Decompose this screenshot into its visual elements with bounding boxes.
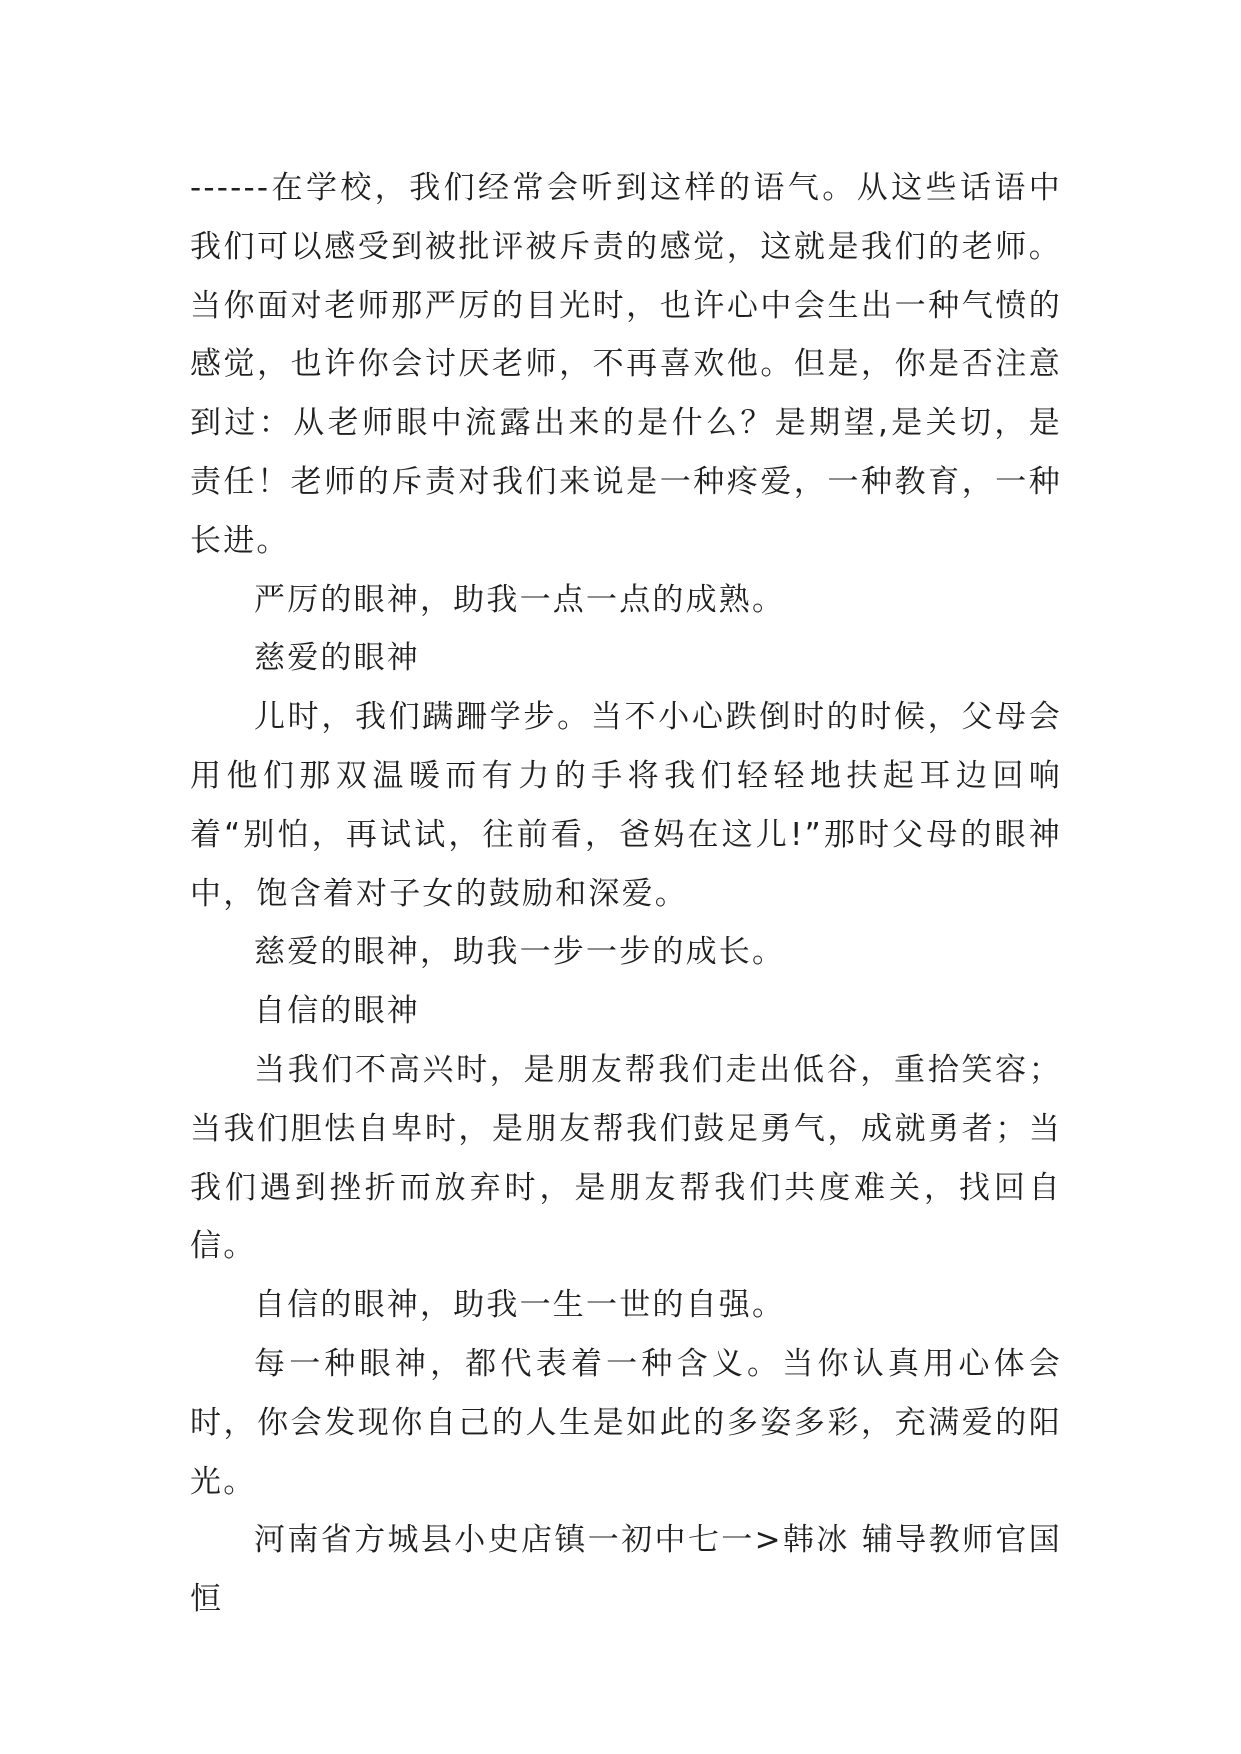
document-body xyxy=(190,159,1062,1629)
paragraph-confident-gaze-conclusion: 自信的眼神，助我一生一世的自强。 xyxy=(254,1287,786,1324)
paragraph-loving-gaze-conclusion: 慈爱的眼神，助我一步一步的成长。 xyxy=(254,934,786,971)
paragraph-friends: 当我们不高兴时，是朋友帮我们走出低谷，重拾笑容；当我们胆怯自卑时，是朋友帮我们鼓足勇气，成就勇者；当我们遇到挫折而放弃时，是朋友帮我们共度难关，找回自信。 xyxy=(190,1051,1062,1265)
paragraph-teacher-intro: ------在学校，我们经常会听到这样的语气。从这些话语中我们可以感受到被批评被斥责的感觉，这就是我们的老师。当你面对老师那严厉的目光时，也许心中会生出一种气愤的感觉，也许你会讨厌老师，不再喜欢他。但是，你是否注意到过：从老师眼中流露出来的是什么？是期望,是关切，是责任！老师的斥责对我们来说是一种疼爱，一种教育，一种长进。 xyxy=(190,170,1062,559)
paragraph-stern-gaze-conclusion: 严厉的眼神，助我一点一点的成熟。 xyxy=(254,581,786,618)
paragraph-closing: 每一种眼神，都代表着一种含义。当你认真用心体会时，你会发现你自己的人生是如此的多姿多彩，充满爱的阳光。 xyxy=(190,1345,1062,1500)
author-byline: 河南省方城县小史店镇一初中七一>韩冰 辅导教师官国恒 xyxy=(190,1522,1062,1618)
paragraph-parents: 儿时，我们蹒跚学步。当不小心跌倒时的时候，父母会用他们那双温暖而有力的手将我们轻轻地扶起耳边回响着“别怕，再试试，往前看，爸妈在这儿!”那时父母的眼神中，饱含着对子女的鼓励和深爱。 xyxy=(190,699,1062,912)
section-heading-confident-gaze: 自信的眼神 xyxy=(254,993,420,1030)
section-heading-loving-gaze: 慈爱的眼神 xyxy=(254,640,420,677)
